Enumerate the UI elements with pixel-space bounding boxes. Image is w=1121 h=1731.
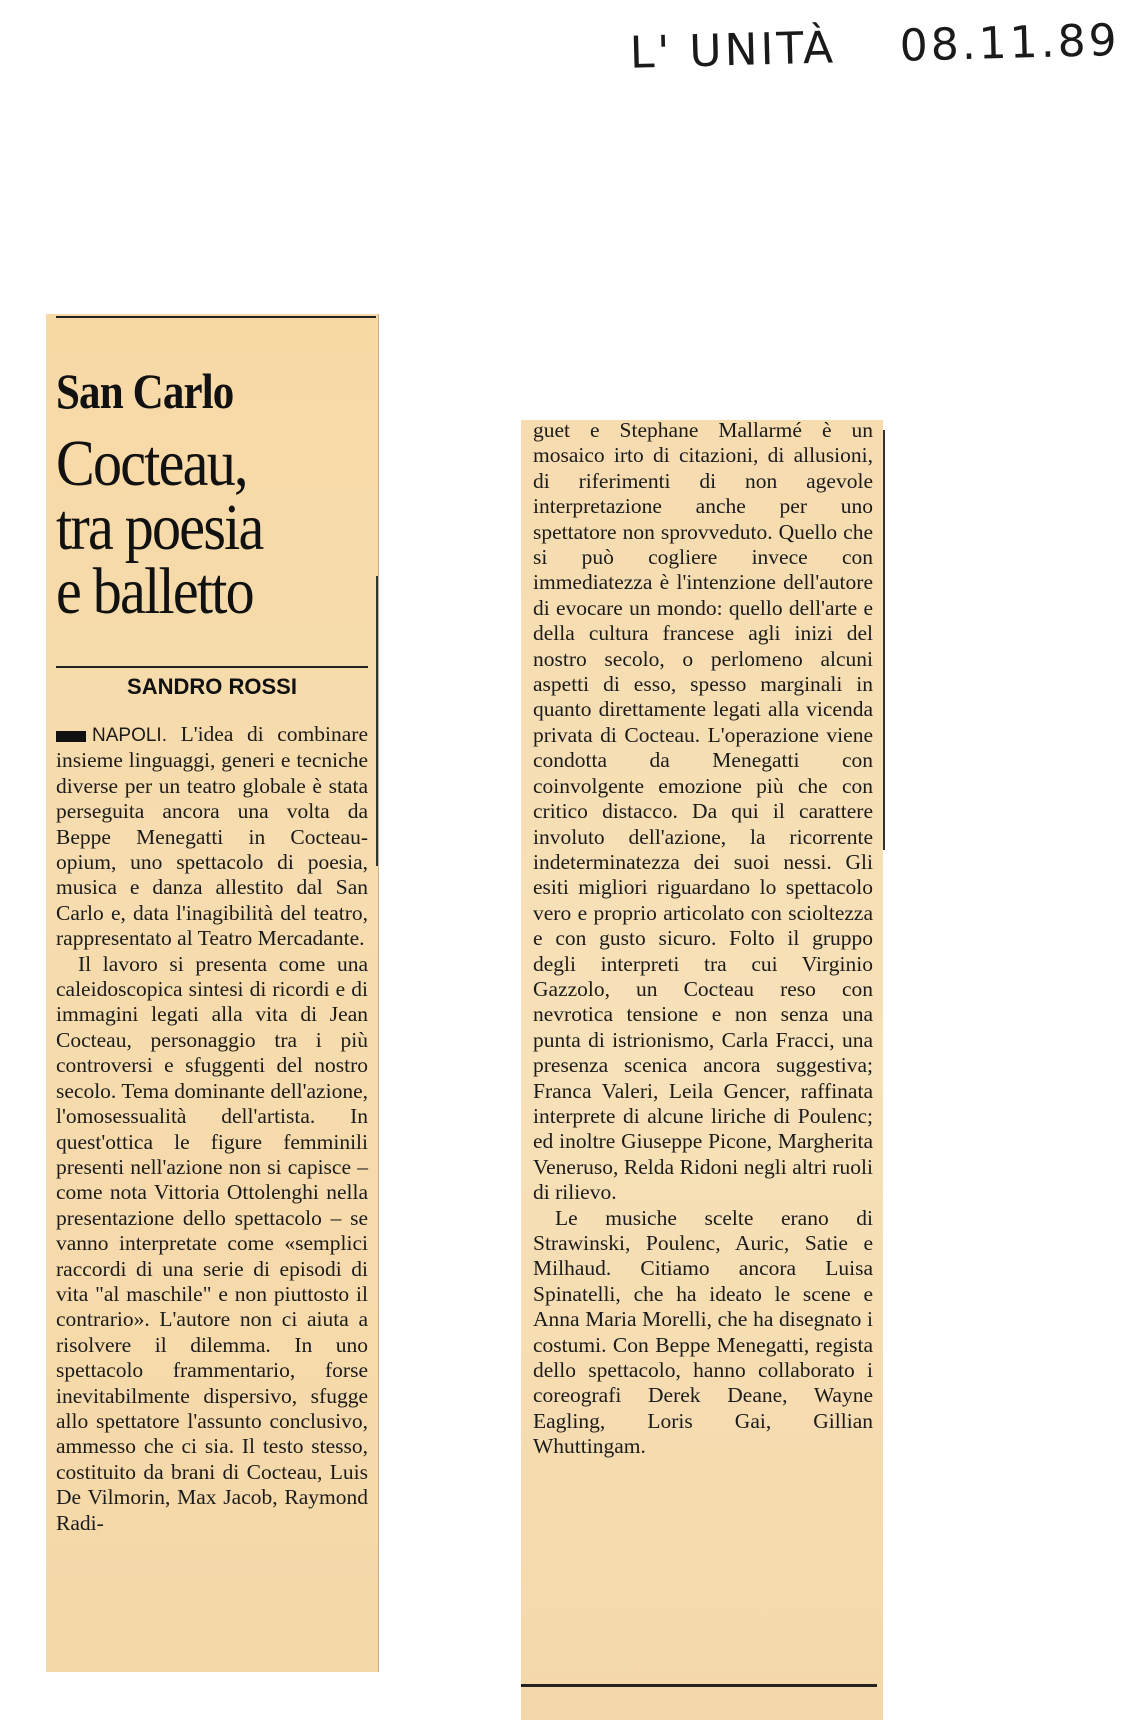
headline-line: e balletto (56, 555, 253, 628)
top-rule (56, 316, 376, 318)
kicker: San Carlo (56, 363, 234, 419)
clipping-edge-line (376, 576, 378, 866)
paragraph-text: L'idea di combinare insieme linguaggi, generi e tecniche diverse per un teatro globale è stata perseguita ancora una volta da Beppe Menegatti in Cocteau-opium, uno spettacolo di poesia, musica e danza allestito dal San Carlo e, data l'inagibilità del teatro, rappresentato al Teatro Mercadante. (56, 722, 368, 951)
byline-rule (56, 666, 368, 668)
dateline: NAPOLI. (92, 725, 167, 746)
headline (56, 427, 346, 628)
handwritten-annotation (619, 14, 1121, 98)
clipping-left-column (46, 314, 379, 1672)
clipping-right-column (521, 420, 883, 1720)
publication-name: L' UNITÀ (629, 22, 837, 79)
headline-line: Cocteau, (56, 427, 247, 500)
body-paragraph: Il lavoro si presenta come una caleidoscopica sintesi di ricordi e di immagini legati alla vita di Jean Cocteau, personaggio tra i più controversi e sfuggenti del nostro secolo. Tema dominante dell'azione, l'omosessualità dell'artista. In quest'ottica le figure femminili presenti nell'azione non si capisce – come nota Vittoria Ottolenghi nella presentazione dello spettacolo – se vanno interpretate come «semplici raccordi di una serie di episodi di vita "al maschile" e non piuttosto il contrario». L'autore non ci aiuta a risolvere il dilemma. In uno spettacolo frammentario, forse inevitabilmente dispersivo, sfugge allo spettatore l'assunto conclusivo, ammesso che ci sia. Il testo stesso, costituito da brani di Cocteau, Luis De Vilmorin, Max Jacob, Raymond Radi- (56, 951, 368, 1535)
body-paragraph (56, 722, 368, 952)
body-column-left (56, 722, 368, 1536)
body-paragraph: Le musiche scelte erano di Strawinski, Poulenc, Auric, Satie e Milhaud. Citiamo ancora Luisa Spinatelli, che ha ideato le scene e Anna Maria Morelli, che ha disegnato i costumi. Con Beppe Menegatti, regista dello spettacolo, hanno collaborato i coreografi Derek Deane, Wayne Eagling, Loris Gai, Gillian Whuttingam. (533, 1205, 873, 1459)
body-paragraph: guet e Stephane Mallarmé è un mosaico irto di citazioni, di allusioni, di riferimenti di non agevole interpretazione anche per uno spettatore non sprovveduto. Quello che si può cogliere invece con immediatezza è l'intenzione dell'autore di evocare un mondo: quello dell'arte e della cultura francese agli inizi del nostro secolo, o perlomeno alcuni aspetti di esso, spesso marginali in quanto direttamente legati alla vicenda privata di Cocteau. L'operazione viene condotta da Menegatti con coinvolgente emozione più che con critico distacco. Da qui il carattere involuto dell'azione, la ricorrente indeterminatezza dei suoi nessi. Gli esiti migliori riguardano lo spettacolo vero e proprio articolato con scioltezza e con gusto sicuro. Folto il gruppo degli interpreti tra cui Virginio Gazzolo, un Cocteau reso con nevrotica tensione e non senza una punta di istrionismo, Carla Fracci, una presenza scenica ancora suggestiva; Franca Valeri, Leila Gencer, raffinata interprete di alcune liriche di Poulenc; ed inoltre Giuseppe Picone, Margherita Veneruso, Relda Ridoni negli altri ruoli di rilievo. (533, 418, 873, 1205)
headline-line: tra poesia (56, 491, 263, 564)
byline: SANDRO ROSSI (127, 674, 297, 699)
publication-date: 08.11.89 (899, 14, 1121, 72)
body-column-right (533, 418, 873, 1460)
bottom-rule (521, 1684, 877, 1687)
clipping-edge-line (883, 430, 885, 850)
section-marker (56, 731, 86, 742)
